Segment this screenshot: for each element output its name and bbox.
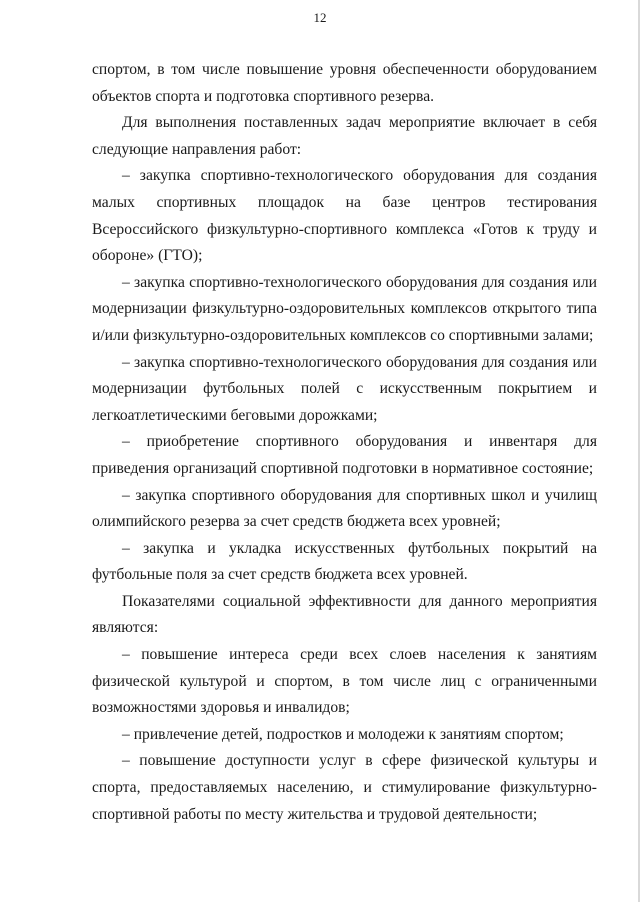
page-number: 12 bbox=[313, 10, 327, 25]
paragraph-indicators: Показателями социальной эффективности для данного мероприятия являются: bbox=[92, 592, 597, 637]
list-item-accessibility: – повышение доступности услуг в сфере физической культуры и спорта, предоставляемых населению, и стимулирование физкультурно-спортивной работы по месту жительства и трудовой деятельности; bbox=[92, 752, 597, 823]
paragraph-intro: Для выполнения поставленных задач мероприятие включает в себя следующие направления работ: bbox=[92, 114, 597, 158]
paragraph-continuation: спортом, в том числе повышение уровня обеспеченности оборудованием объектов спорта и подготовка спортивного резерва. bbox=[92, 61, 597, 105]
list-item-football-fields: – закупка спортивно-технологического оборудования для создания или модернизации футбольных полей с искусственным покрытием и легкоатлетическими беговыми дорожками; bbox=[92, 353, 597, 424]
list-item-olympic-schools: – закупка спортивного оборудования для спортивных школ и училищ олимпийского резерва за счет средств бюджета всех уровней; bbox=[92, 486, 597, 531]
document-body bbox=[92, 57, 597, 828]
list-item-gto-equipment: – закупка спортивно-технологического оборудования для создания малых спортивных площадок на базе центров тестирования Всероссийского физкультурно-спортивного комплекса «Готов к труду и обороне» (ГТО); bbox=[92, 167, 597, 265]
list-item-football-turf: – закупка и укладка искусственных футбольных покрытий на футбольные поля за счет средств бюджета всех уровней. bbox=[92, 539, 597, 584]
list-item-fitness-complexes: – закупка спортивно-технологического оборудования для создания или модернизации физкультурно-оздоровительных комплексов открытого типа и/или физкультурно-оздоровительных комплексов со спортивными залами; bbox=[92, 273, 597, 344]
list-item-sports-training-orgs: – приобретение спортивного оборудования и инвентаря для приведения организаций спортивной подготовки в нормативное состояние; bbox=[92, 433, 597, 477]
list-item-interest: – повышение интереса среди всех слоев населения к занятиям физической культурой и спортом, в том числе лиц с ограниченными возможностями здоровья и инвалидов; bbox=[92, 646, 597, 717]
list-item-youth: – привлечение детей, подростков и молодежи к занятиям спортом; bbox=[122, 725, 564, 743]
